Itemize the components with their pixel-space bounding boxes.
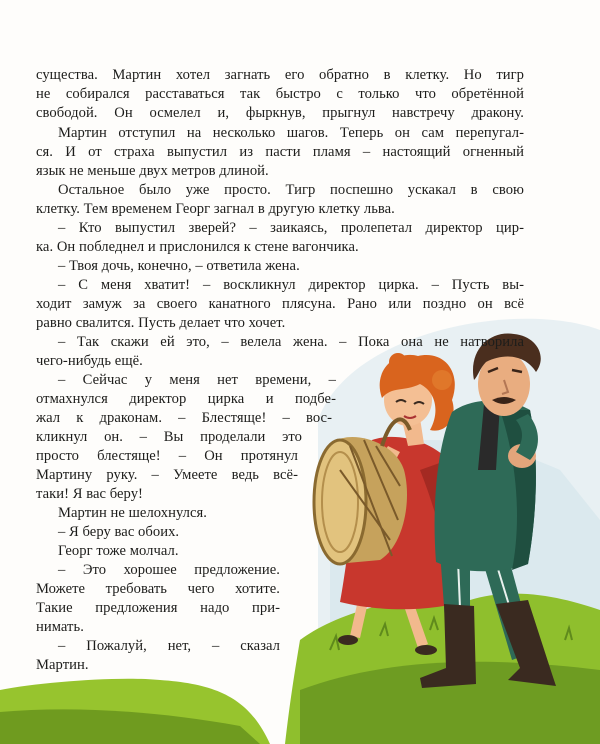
- text-line: Можете требовать чего хотите.: [36, 581, 280, 597]
- text-line: – Кто выпустил зверей? – заикаясь, пролепетал директор цир-: [58, 220, 524, 236]
- text-line: Мартин.: [36, 657, 89, 673]
- text-line: свободой. Он осмелел и, фыркнув, прыгнул навстречу дракону.: [36, 105, 524, 121]
- text-line: кликнул он. – Вы проделали это: [36, 429, 302, 445]
- text-line: просто блестяще! – Он протянул: [36, 448, 298, 464]
- woman-hair-curl: [389, 353, 407, 371]
- text-line: клетку. Тем временем Георг загнал в другую клетку льва.: [36, 201, 395, 217]
- text-line: таки! Я вас беру!: [36, 486, 143, 502]
- text-line: Мартину руку. – Умеете ведь всё-: [36, 467, 298, 483]
- woman-shoe-right: [415, 645, 437, 655]
- text-line: ся. И от страха выпустил из пасти пламя – настоящий огненный: [36, 144, 524, 160]
- text-line: ходит замуж за своего канатного плясуна. Рано или поздно он всё: [36, 296, 524, 312]
- text-line: – Я беру вас обоих.: [58, 524, 180, 540]
- woman-hair-curl-2: [432, 370, 452, 390]
- text-line: нимать.: [36, 619, 84, 635]
- woman-shoe-left: [338, 635, 358, 645]
- text-line: жал к драконам. – Блестяще! – вос-: [36, 410, 332, 426]
- text-line: – С меня хватит! – воскликнул директор цирка. – Пусть вы-: [58, 277, 524, 293]
- text-line: – Пожалуй, нет, – сказал: [58, 638, 280, 654]
- text-line: ка. Он побледнел и прислонился к стене вагончика.: [36, 239, 359, 255]
- text-line: Остальное было уже просто. Тигр поспешно ускакал в свою: [58, 182, 524, 198]
- text-line: не собирался расставаться так быстро с только что обретённой: [36, 86, 524, 102]
- text-line: Мартин отступил на несколько шагов. Теперь он сам перепугал-: [58, 125, 524, 141]
- text-line: – Твоя дочь, конечно, – ответила жена.: [58, 258, 300, 274]
- text-line: Мартин не шелохнулся.: [58, 505, 208, 521]
- text-line: Георг тоже молчал.: [58, 543, 179, 559]
- text-line: существа. Мартин хотел загнать его обратно в клетку. Но тигр: [36, 67, 524, 83]
- text-line: язык не меньше двух метров длиной.: [36, 163, 269, 179]
- text-line: отмахнулся директор цирка и подбе-: [36, 391, 336, 407]
- text-line: – Так скажи ей это, – велела жена. – Пока она не натворила: [58, 334, 524, 350]
- text-line: равно свалится. Пусть делает что хочет.: [36, 315, 286, 331]
- text-line: – Это хорошее предложение.: [58, 562, 280, 578]
- text-line: чего-нибудь ещё.: [36, 353, 143, 369]
- text-line: Такие предложения надо при-: [36, 600, 280, 616]
- text-line: – Сейчас у меня нет времени, –: [58, 372, 336, 388]
